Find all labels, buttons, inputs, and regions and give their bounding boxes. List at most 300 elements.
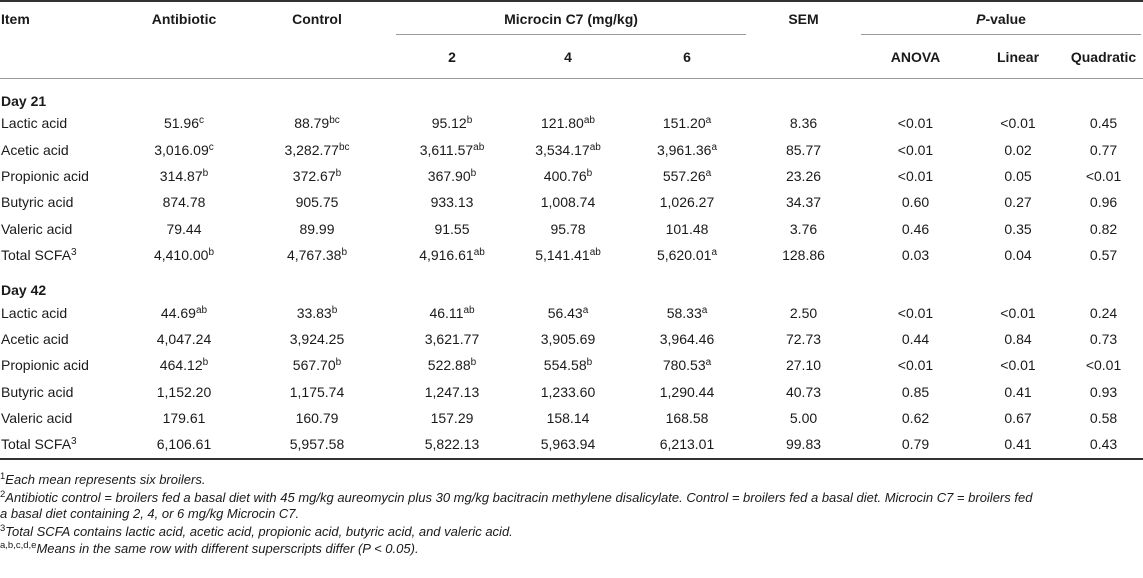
cell-control bbox=[240, 352, 394, 378]
header-pvalue-rest: -value bbox=[985, 10, 1026, 27]
cell-superscript: a bbox=[705, 167, 712, 179]
row-item bbox=[0, 299, 128, 325]
table-row bbox=[0, 216, 1143, 242]
cell-value: 367.90 bbox=[427, 167, 471, 184]
cell-superscript: ab bbox=[195, 304, 208, 316]
cell-p-anova bbox=[859, 242, 972, 268]
row-item-label: Lactic acid bbox=[1, 304, 68, 321]
cell-value: 27.10 bbox=[785, 357, 822, 374]
header-microcin-group: Microcin C7 (mg/kg) bbox=[394, 1, 748, 35]
cell-p-quadratic bbox=[1064, 431, 1143, 458]
cell-sem bbox=[748, 405, 859, 431]
table-row bbox=[0, 299, 1143, 325]
cell-value: 5,822.13 bbox=[424, 436, 480, 453]
cell-microcin-2 bbox=[394, 163, 510, 189]
cell-value: 3,016.09 bbox=[154, 141, 209, 158]
cell-superscript: ab bbox=[589, 247, 601, 259]
cell-value: 5.00 bbox=[789, 410, 818, 427]
header-pvalue-group bbox=[859, 1, 1143, 35]
cell-superscript: ab bbox=[473, 141, 485, 153]
cell-value: 3.76 bbox=[789, 220, 818, 237]
cell-value: <0.01 bbox=[1000, 304, 1036, 321]
cell-value: 3,534.17 bbox=[535, 141, 590, 158]
cell-p-linear bbox=[972, 163, 1064, 189]
cell-superscript: a bbox=[701, 304, 708, 316]
cell-value: 6,106.61 bbox=[156, 436, 212, 453]
cell-value: 3,611.57 bbox=[419, 141, 474, 158]
cell-value: 179.61 bbox=[162, 410, 206, 427]
section-title: Day 42 bbox=[1, 282, 47, 299]
cell-sem bbox=[748, 352, 859, 378]
cell-value: 5,620.01 bbox=[656, 247, 712, 264]
cell-sem bbox=[748, 431, 859, 458]
cell-sem bbox=[748, 163, 859, 189]
cell-value: 4,047.24 bbox=[156, 330, 212, 347]
cell-microcin-4 bbox=[510, 189, 626, 215]
cell-microcin-6 bbox=[626, 431, 748, 458]
cell-p-linear bbox=[972, 379, 1064, 405]
cell-p-linear bbox=[972, 216, 1064, 242]
cell-antibiotic bbox=[128, 110, 240, 136]
row-item-label: Valeric acid bbox=[1, 220, 73, 237]
cell-value: 780.53 bbox=[662, 357, 706, 374]
cell-control bbox=[240, 136, 394, 162]
cell-value: 128.86 bbox=[782, 247, 825, 264]
cell-value: 5,963.94 bbox=[540, 436, 596, 453]
cell-control bbox=[240, 110, 394, 136]
cell-value: 400.76 bbox=[543, 167, 587, 184]
cell-value: 168.58 bbox=[665, 410, 709, 427]
cell-superscript: a bbox=[711, 141, 718, 153]
footnote-3-text: Total SCFA contains lactic acid, acetic acid, propionic acid, butyric acid, and valeric acid. bbox=[5, 523, 513, 539]
cell-antibiotic bbox=[128, 431, 240, 458]
cell-microcin-4 bbox=[510, 136, 626, 162]
cell-p-linear bbox=[972, 405, 1064, 431]
cell-superscript: b bbox=[335, 357, 342, 369]
row-item bbox=[0, 242, 128, 268]
table-row bbox=[0, 136, 1143, 162]
cell-value: 0.57 bbox=[1089, 247, 1118, 264]
table-header bbox=[0, 1, 1143, 79]
cell-antibiotic bbox=[128, 242, 240, 268]
cell-microcin-2 bbox=[394, 405, 510, 431]
cell-p-anova bbox=[859, 379, 972, 405]
cell-value: <0.01 bbox=[1085, 357, 1122, 374]
row-item-footnote-marker: 3 bbox=[71, 247, 77, 259]
cell-value: 0.41 bbox=[1004, 436, 1032, 453]
cell-value: 151.20 bbox=[662, 115, 706, 132]
cell-superscript: a bbox=[705, 115, 712, 127]
cell-p-linear bbox=[972, 242, 1064, 268]
table-row bbox=[0, 110, 1143, 136]
cell-microcin-2 bbox=[394, 379, 510, 405]
cell-value: 557.26 bbox=[662, 167, 706, 184]
header-sem: SEM bbox=[748, 1, 859, 35]
cell-microcin-6 bbox=[626, 379, 748, 405]
cell-microcin-6 bbox=[626, 326, 748, 352]
cell-superscript: a bbox=[711, 247, 718, 259]
footnote-4 bbox=[0, 541, 1143, 558]
row-item bbox=[0, 189, 128, 215]
cell-p-quadratic bbox=[1064, 216, 1143, 242]
row-item-label: Acetic acid bbox=[1, 141, 69, 158]
cell-antibiotic bbox=[128, 163, 240, 189]
cell-value: 0.24 bbox=[1089, 304, 1118, 321]
cell-value: <0.01 bbox=[897, 357, 934, 374]
cell-superscript: b bbox=[202, 357, 209, 369]
cell-value: 0.41 bbox=[1004, 383, 1032, 400]
cell-microcin-2 bbox=[394, 431, 510, 458]
cell-sem bbox=[748, 326, 859, 352]
cell-value: 1,152.20 bbox=[156, 383, 212, 400]
cell-microcin-6 bbox=[626, 189, 748, 215]
cell-superscript: b bbox=[208, 247, 215, 259]
cell-value: <0.01 bbox=[897, 115, 934, 132]
cell-value: 0.04 bbox=[1004, 247, 1032, 264]
header-linear: Linear bbox=[972, 35, 1064, 79]
cell-value: 95.78 bbox=[550, 220, 586, 237]
row-item bbox=[0, 216, 128, 242]
cell-value: 34.37 bbox=[785, 194, 822, 211]
cell-p-quadratic bbox=[1064, 189, 1143, 215]
cell-microcin-4 bbox=[510, 326, 626, 352]
table-row bbox=[0, 431, 1143, 458]
header-antibiotic: Antibiotic bbox=[128, 1, 240, 35]
cell-p-quadratic bbox=[1064, 379, 1143, 405]
cell-superscript: b bbox=[586, 357, 593, 369]
cell-p-linear bbox=[972, 299, 1064, 325]
footnote-2 bbox=[0, 490, 1143, 523]
cell-value: 0.27 bbox=[1004, 194, 1032, 211]
cell-value: 6,213.01 bbox=[659, 436, 715, 453]
cell-p-linear bbox=[972, 189, 1064, 215]
cell-p-anova bbox=[859, 431, 972, 458]
table-row bbox=[0, 189, 1143, 215]
cell-microcin-6 bbox=[626, 216, 748, 242]
cell-value: 4,767.38 bbox=[286, 247, 342, 264]
footnote-4-text: Means in the same row with different superscripts differ (P < 0.05). bbox=[36, 541, 419, 556]
cell-antibiotic bbox=[128, 326, 240, 352]
cell-p-quadratic bbox=[1064, 326, 1143, 352]
cell-value: 0.77 bbox=[1089, 141, 1118, 158]
cell-value: 1,233.60 bbox=[540, 383, 596, 400]
cell-value: 554.58 bbox=[543, 357, 587, 374]
cell-microcin-4 bbox=[510, 431, 626, 458]
cell-superscript: bc bbox=[338, 141, 350, 153]
cell-value: 121.80 bbox=[541, 115, 584, 132]
cell-microcin-6 bbox=[626, 136, 748, 162]
cell-microcin-4 bbox=[510, 299, 626, 325]
cell-antibiotic bbox=[128, 136, 240, 162]
cell-value: <0.01 bbox=[1000, 357, 1036, 374]
cell-sem bbox=[748, 242, 859, 268]
cell-p-quadratic bbox=[1064, 405, 1143, 431]
footnote-1 bbox=[0, 472, 1143, 489]
cell-antibiotic bbox=[128, 379, 240, 405]
cell-value: 0.96 bbox=[1089, 194, 1118, 211]
cell-sem bbox=[748, 299, 859, 325]
cell-p-linear bbox=[972, 431, 1064, 458]
cell-microcin-4 bbox=[510, 163, 626, 189]
row-item-label: Propionic acid bbox=[1, 167, 89, 184]
header-blank bbox=[0, 35, 128, 79]
footnote-2-marker: 2 bbox=[0, 488, 6, 500]
header-blank bbox=[240, 35, 394, 79]
table-body bbox=[0, 79, 1143, 459]
cell-value: 0.67 bbox=[1004, 410, 1032, 427]
cell-value: 314.87 bbox=[159, 167, 203, 184]
cell-control bbox=[240, 405, 394, 431]
cell-value: 0.35 bbox=[1004, 220, 1032, 237]
cell-control bbox=[240, 242, 394, 268]
cell-value: 4,916.61 bbox=[419, 247, 474, 264]
section-row bbox=[0, 79, 1143, 111]
cell-superscript: ab bbox=[589, 141, 601, 153]
table-row bbox=[0, 242, 1143, 268]
cell-p-quadratic bbox=[1064, 136, 1143, 162]
cell-microcin-6 bbox=[626, 110, 748, 136]
cell-value: 874.78 bbox=[162, 194, 206, 211]
row-item bbox=[0, 163, 128, 189]
cell-value: 3,905.69 bbox=[540, 330, 596, 347]
cell-microcin-2 bbox=[394, 326, 510, 352]
cell-p-anova bbox=[859, 216, 972, 242]
cell-value: 0.79 bbox=[901, 436, 930, 453]
cell-value: <0.01 bbox=[897, 141, 934, 158]
cell-value: 157.29 bbox=[430, 410, 474, 427]
header-dose-6: 6 bbox=[626, 35, 748, 79]
cell-microcin-2 bbox=[394, 242, 510, 268]
cell-p-anova bbox=[859, 405, 972, 431]
cell-value: 522.88 bbox=[427, 357, 471, 374]
table-row bbox=[0, 352, 1143, 378]
cell-value: 46.11 bbox=[429, 304, 464, 321]
cell-value: 0.43 bbox=[1089, 436, 1118, 453]
cell-p-anova bbox=[859, 189, 972, 215]
cell-value: 0.84 bbox=[1004, 330, 1032, 347]
cell-value: 85.77 bbox=[785, 141, 822, 158]
cell-value: 56.43 bbox=[547, 304, 583, 321]
cell-value: 1,008.74 bbox=[540, 194, 596, 211]
cell-value: <0.01 bbox=[897, 304, 934, 321]
cell-value: 905.75 bbox=[295, 194, 339, 211]
cell-superscript: b bbox=[202, 167, 209, 179]
cell-sem bbox=[748, 136, 859, 162]
cell-antibiotic bbox=[128, 352, 240, 378]
row-item bbox=[0, 326, 128, 352]
row-item-label: Propionic acid bbox=[1, 357, 89, 374]
cell-value: 0.44 bbox=[901, 330, 930, 347]
cell-value: 3,961.36 bbox=[656, 141, 712, 158]
cell-antibiotic bbox=[128, 189, 240, 215]
cell-microcin-2 bbox=[394, 216, 510, 242]
header-blank bbox=[748, 35, 859, 79]
cell-value: 91.55 bbox=[434, 220, 470, 237]
cell-p-anova bbox=[859, 110, 972, 136]
row-item bbox=[0, 136, 128, 162]
cell-value: 44.69 bbox=[160, 304, 196, 321]
cell-value: 1,175.74 bbox=[289, 383, 345, 400]
cell-superscript: b bbox=[335, 167, 342, 179]
row-item-label: Total SCFA bbox=[1, 247, 72, 264]
cell-value: 0.93 bbox=[1089, 383, 1118, 400]
cell-superscript: b bbox=[586, 167, 593, 179]
cell-superscript: bc bbox=[329, 115, 340, 127]
cell-value: 23.26 bbox=[785, 167, 822, 184]
header-item: Item bbox=[0, 1, 128, 35]
cell-value: 8.36 bbox=[789, 115, 818, 132]
cell-control bbox=[240, 431, 394, 458]
cell-sem bbox=[748, 216, 859, 242]
cell-value: 99.83 bbox=[785, 436, 822, 453]
cell-microcin-4 bbox=[510, 110, 626, 136]
cell-microcin-6 bbox=[626, 352, 748, 378]
cell-value: 101.48 bbox=[665, 220, 709, 237]
header-control: Control bbox=[240, 1, 394, 35]
cell-superscript: b bbox=[466, 115, 473, 127]
cell-value: 372.67 bbox=[292, 167, 336, 184]
cell-value: 95.12 bbox=[431, 115, 467, 132]
footnote-1-marker: 1 bbox=[0, 471, 6, 482]
row-item bbox=[0, 110, 128, 136]
row-item-label: Butyric acid bbox=[1, 383, 74, 400]
cell-control bbox=[240, 299, 394, 325]
footnote-1-text: Each mean represents six broilers. bbox=[5, 472, 206, 487]
cell-value: <0.01 bbox=[1000, 115, 1036, 132]
cell-superscript: c bbox=[199, 115, 205, 127]
cell-value: 89.99 bbox=[299, 220, 335, 237]
table-row bbox=[0, 326, 1143, 352]
section-title: Day 21 bbox=[1, 93, 47, 109]
table-row bbox=[0, 405, 1143, 431]
cell-value: 40.73 bbox=[785, 383, 822, 400]
header-blank bbox=[128, 35, 240, 79]
cell-superscript: a bbox=[705, 357, 712, 369]
cell-superscript: a bbox=[582, 304, 589, 316]
cell-superscript: ab bbox=[583, 115, 595, 127]
table-row bbox=[0, 163, 1143, 189]
cell-value: 0.02 bbox=[1004, 141, 1032, 158]
cell-value: 1,290.44 bbox=[659, 383, 715, 400]
cell-value: <0.01 bbox=[897, 167, 934, 184]
cell-superscript: ab bbox=[463, 304, 475, 316]
cell-microcin-6 bbox=[626, 405, 748, 431]
cell-p-anova bbox=[859, 352, 972, 378]
cell-value: 0.82 bbox=[1089, 220, 1118, 237]
cell-microcin-4 bbox=[510, 352, 626, 378]
cell-p-quadratic bbox=[1064, 242, 1143, 268]
cell-microcin-6 bbox=[626, 242, 748, 268]
cell-value: 0.46 bbox=[901, 220, 930, 237]
cell-value: 0.58 bbox=[1089, 410, 1118, 427]
cell-superscript: c bbox=[208, 141, 214, 153]
cell-value: 4,410.00 bbox=[153, 247, 209, 264]
cell-value: 51.96 bbox=[163, 115, 200, 132]
row-item-label: Acetic acid bbox=[1, 330, 69, 347]
cell-value: 0.03 bbox=[901, 247, 930, 264]
row-item-label: Total SCFA bbox=[1, 436, 72, 453]
row-item bbox=[0, 352, 128, 378]
row-item-label: Butyric acid bbox=[1, 194, 74, 211]
cell-value: 160.79 bbox=[295, 410, 339, 427]
cell-control bbox=[240, 163, 394, 189]
cell-value: <0.01 bbox=[1085, 167, 1122, 184]
cell-superscript: b bbox=[470, 167, 477, 179]
row-item bbox=[0, 405, 128, 431]
footnote-3-marker: 3 bbox=[0, 522, 6, 534]
footnote-2-line2: a basal diet containing 2, 4, or 6 mg/kg Microcin C7. bbox=[0, 506, 300, 521]
cell-value: 3,964.46 bbox=[659, 330, 715, 347]
cell-p-anova bbox=[859, 136, 972, 162]
footnote-4-marker: a,b,c,d,e bbox=[0, 540, 37, 551]
footnote-3 bbox=[0, 524, 1143, 541]
cell-value: 0.45 bbox=[1089, 115, 1118, 132]
header-quadratic: Quadratic bbox=[1064, 35, 1143, 79]
cell-value: 5,141.41 bbox=[535, 247, 590, 264]
cell-superscript: b bbox=[331, 304, 338, 316]
cell-p-anova bbox=[859, 326, 972, 352]
cell-p-linear bbox=[972, 326, 1064, 352]
cell-sem bbox=[748, 110, 859, 136]
cell-p-linear bbox=[972, 136, 1064, 162]
cell-microcin-2 bbox=[394, 299, 510, 325]
cell-sem bbox=[748, 379, 859, 405]
row-item-footnote-marker: 3 bbox=[71, 436, 77, 448]
cell-p-quadratic bbox=[1064, 299, 1143, 325]
row-item-label: Lactic acid bbox=[1, 115, 68, 132]
cell-p-quadratic bbox=[1064, 110, 1143, 136]
cell-value: 1,026.27 bbox=[659, 194, 715, 211]
cell-value: 158.14 bbox=[546, 410, 590, 427]
cell-p-linear bbox=[972, 352, 1064, 378]
cell-value: 0.73 bbox=[1089, 330, 1118, 347]
cell-microcin-6 bbox=[626, 299, 748, 325]
header-dose-2: 2 bbox=[394, 35, 510, 79]
cell-microcin-4 bbox=[510, 216, 626, 242]
row-item bbox=[0, 379, 128, 405]
footnotes bbox=[0, 472, 1143, 559]
cell-p-anova bbox=[859, 163, 972, 189]
cell-microcin-4 bbox=[510, 405, 626, 431]
cell-control bbox=[240, 216, 394, 242]
cell-value: 0.85 bbox=[901, 383, 930, 400]
cell-value: 72.73 bbox=[785, 330, 822, 347]
cell-value: 567.70 bbox=[292, 357, 336, 374]
row-item bbox=[0, 431, 128, 458]
footnote-2-line1: Antibiotic control = broilers fed a basal diet with 45 mg/kg aureomycin plus 30 mg/kg bacitracin methylene disalicylate. Control = broilers fed a basal diet. Microcin C7 = broilers fed bbox=[5, 489, 1033, 505]
cell-microcin-4 bbox=[510, 379, 626, 405]
header-pvalue-p: P bbox=[976, 10, 986, 27]
cell-microcin-2 bbox=[394, 189, 510, 215]
cell-value: 933.13 bbox=[430, 194, 474, 211]
cell-microcin-2 bbox=[394, 110, 510, 136]
cell-superscript: b bbox=[470, 357, 477, 369]
cell-p-linear bbox=[972, 110, 1064, 136]
cell-control bbox=[240, 326, 394, 352]
cell-value: 0.60 bbox=[901, 194, 930, 211]
cell-value: 0.62 bbox=[901, 410, 930, 427]
cell-value: 58.33 bbox=[666, 304, 702, 321]
cell-value: 3,282.77 bbox=[284, 141, 339, 158]
cell-value: 33.83 bbox=[296, 304, 332, 321]
cell-value: 79.44 bbox=[166, 220, 202, 237]
table-row bbox=[0, 379, 1143, 405]
cell-antibiotic bbox=[128, 405, 240, 431]
cell-p-quadratic bbox=[1064, 163, 1143, 189]
cell-control bbox=[240, 189, 394, 215]
cell-value: 0.05 bbox=[1004, 167, 1032, 184]
cell-microcin-6 bbox=[626, 163, 748, 189]
